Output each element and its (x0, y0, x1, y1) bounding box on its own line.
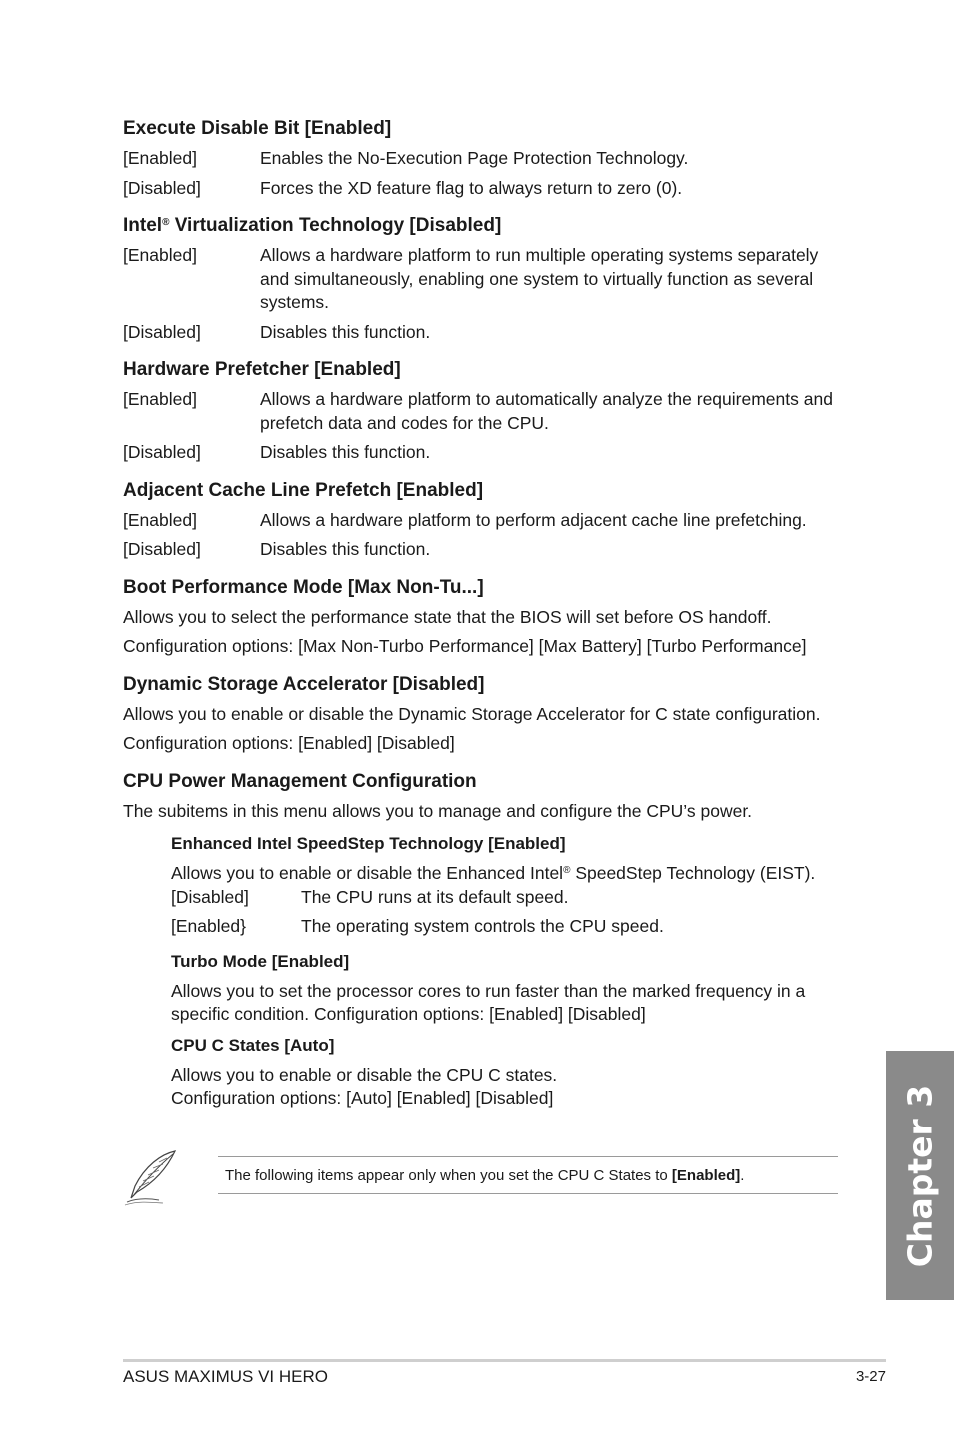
option-key: [Disabled] (123, 321, 201, 342)
option-row (171, 915, 843, 939)
option-row (123, 509, 843, 533)
subsection-paragraph (171, 862, 843, 886)
option-key: [Enabled} (171, 916, 246, 936)
subsection-paragraph: Configuration options: [Auto] [Enabled] [Disabled] (171, 1088, 554, 1108)
title-text: Intel (123, 215, 163, 236)
footer-product-name: ASUS MAXIMUS VI HERO (123, 1367, 328, 1386)
section-execute-disable-bit (123, 117, 843, 200)
option-desc: The operating system controls the CPU speed. (301, 916, 664, 936)
manual-content (123, 117, 843, 1125)
para-text: SpeedStep Technology (EIST). (570, 863, 816, 883)
option-desc: Allows a hardware platform to perform adjacent cache line prefetching. (260, 509, 807, 530)
chapter-tab (886, 1051, 954, 1300)
section-title: Adjacent Cache Line Prefetch [Enabled] (123, 479, 484, 501)
option-key: [Disabled] (123, 539, 201, 559)
section-cpu-power-management (123, 770, 843, 824)
section-dynamic-storage-accelerator (123, 673, 843, 756)
option-row (171, 886, 843, 910)
note-text (218, 1156, 838, 1194)
section-adjacent-cache-line (123, 479, 843, 562)
option-desc: Forces the XD feature flag to always return to zero (0). (260, 177, 683, 198)
note-text-bold: [Enabled] (671, 1167, 741, 1184)
option-row (123, 244, 843, 315)
section-boot-performance-mode (123, 576, 843, 659)
section-title: Dynamic Storage Accelerator [Disabled] (123, 673, 485, 695)
note-text-pre: The following items appear only when you set the CPU C States to (225, 1167, 672, 1184)
subsection-title: Turbo Mode [Enabled] (171, 951, 350, 971)
subsection-title: Enhanced Intel SpeedStep Technology [Enabled] (171, 834, 566, 853)
subsection-paragraph: Allows you to set the processor cores to run faster than the marked frequency in a specific condition. Configuration options: [Enabled] [Disabled] (171, 980, 806, 1024)
footer-page-number: 3-27 (855, 1368, 886, 1385)
section-hardware-prefetcher (123, 358, 843, 465)
feather-pen-icon (123, 1148, 181, 1206)
chapter-label: Chapter 3 (900, 1084, 940, 1267)
option-row (123, 538, 843, 562)
cpu-power-subitems (171, 833, 843, 1111)
subsection-cpu-c-states (171, 1035, 843, 1111)
option-row (123, 147, 843, 171)
option-desc: Allows a hardware platform to run multiple operating systems separately and simultaneously, enabling one system to virtually function as several systems. (260, 245, 819, 312)
subsection-title: CPU C States [Auto] (171, 1035, 335, 1055)
subsection-turbo-mode (171, 951, 843, 1027)
para-text: Allows you to enable or disable the Enhanced Intel (171, 863, 564, 883)
subsection-enhanced-speedstep (171, 833, 843, 939)
note-callout (123, 1148, 838, 1208)
section-paragraph: Configuration options: [Enabled] [Disabled] (123, 733, 455, 753)
note-text-post: . (740, 1167, 745, 1184)
option-row (123, 321, 843, 345)
option-key: [Disabled] (123, 442, 201, 462)
option-row (123, 441, 843, 465)
option-desc: Enables the No-Execution Page Protection Technology. (260, 148, 689, 168)
option-desc: The CPU runs at its default speed. (301, 886, 569, 907)
option-key: [Enabled] (123, 509, 197, 530)
option-desc: Allows a hardware platform to automatically analyze the requirements and prefetch data and codes for the CPU. (260, 389, 833, 433)
registered-mark: ® (162, 217, 170, 228)
footer-divider (123, 1359, 886, 1362)
option-desc: Disables this function. (260, 321, 431, 342)
section-paragraph: Allows you to select the performance state that the BIOS will set before OS handoff. (123, 606, 772, 627)
option-key: [Enabled] (123, 148, 197, 168)
option-key: [Disabled] (123, 177, 201, 198)
option-row (123, 388, 843, 435)
option-key: [Enabled] (123, 245, 197, 265)
option-key: [Enabled] (123, 389, 197, 409)
section-title: CPU Power Management Configuration (123, 770, 477, 792)
registered-mark: ® (563, 865, 571, 876)
option-key: [Disabled] (171, 886, 249, 907)
section-title: Hardware Prefetcher [Enabled] (123, 359, 401, 380)
section-virtualization (123, 214, 843, 344)
section-title (123, 214, 843, 238)
option-row (123, 177, 843, 201)
section-paragraph: Configuration options: [Max Non-Turbo Performance] [Max Battery] [Turbo Performance] (123, 636, 807, 656)
section-title: Boot Performance Mode [Max Non-Tu...] (123, 576, 484, 598)
section-paragraph: Allows you to enable or disable the Dynamic Storage Accelerator for C state configuration. (123, 703, 821, 724)
section-title: Execute Disable Bit [Enabled] (123, 118, 392, 139)
option-desc: Disables this function. (260, 442, 431, 462)
title-text: Virtualization Technology [Disabled] (169, 215, 502, 236)
subsection-paragraph: Allows you to enable or disable the CPU C states. (171, 1064, 558, 1085)
section-paragraph: The subitems in this menu allows you to manage and configure the CPU’s power. (123, 800, 753, 821)
option-desc: Disables this function. (260, 539, 431, 559)
